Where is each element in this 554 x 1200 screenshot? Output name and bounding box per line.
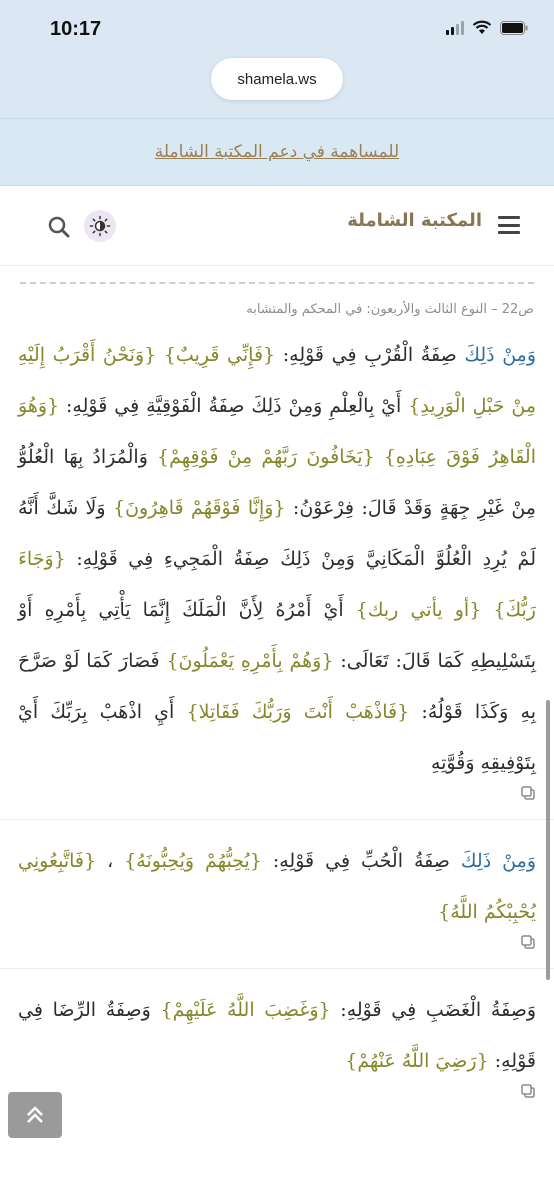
paragraph-block xyxy=(18,330,536,836)
quran-verse: {فَاتَّبِعُونِي يُحْبِبْكُمُ اللَّهُ} xyxy=(18,850,536,923)
cellular-signal-icon xyxy=(446,21,464,35)
search-icon[interactable] xyxy=(46,214,72,240)
quran-verse: {وَغَضِبَ اللَّهُ عَلَيْهِمْ} xyxy=(160,999,331,1021)
menu-icon[interactable] xyxy=(498,216,520,234)
wifi-icon xyxy=(472,20,492,35)
quran-verse: {رَضِيَ اللَّهُ عَنْهُمْ} xyxy=(345,1050,489,1072)
status-time: 10:17 xyxy=(50,18,102,40)
quran-verse: {فَإِنِّي قَرِيبٌ} xyxy=(163,344,276,366)
divider xyxy=(0,968,554,969)
quran-verse: {وَجَاءَ رَبُّكَ} xyxy=(18,548,536,621)
quran-verse: {أو يأتي ربك} xyxy=(355,599,482,621)
paragraph-block xyxy=(18,836,536,985)
body-text xyxy=(156,344,164,366)
body-text: أَيِ اذْهَبْ بِرَبِّكَ أَيْ بِتَوْفِيقِهِ وَقُوَّتِهِ xyxy=(18,701,536,774)
status-icons xyxy=(446,20,528,35)
paragraph-block xyxy=(18,985,536,1121)
breadcrumb: ص22 – النوع الثالث والأربعون: في المحكم والمتشابه xyxy=(246,302,534,317)
body-text: أَيْ أَمْرُهُ لِأَنَّ الْمَلَكَ إِنَّمَا يَأْتِي بِأَمْرِهِ أَوْ بِتَسْلِيطِهِ كَمَا قَالَ: تَعَالَى: xyxy=(18,599,536,672)
quran-verse: {وَإِنَّا فَوْقَهُمْ قَاهِرُونَ} xyxy=(113,497,286,519)
site-title[interactable]: المكتبة الشاملة xyxy=(347,210,482,231)
dashed-divider xyxy=(20,282,534,284)
divider xyxy=(0,819,554,820)
paragraph xyxy=(18,985,536,1087)
body-text: فَصَارَ كَمَا لَوْ صَرَّحَ بِهِ وَكَذَا قَوْلُهُ: xyxy=(18,650,536,723)
scrollbar[interactable] xyxy=(546,700,550,980)
paragraph xyxy=(18,836,536,938)
donation-banner xyxy=(0,118,554,186)
highlight-text: وَمِنْ ذَلِكَ xyxy=(460,850,536,872)
body-text xyxy=(375,446,384,468)
body-text: أَيْ بِالْعِلْمِ وَمِنْ ذَلِكَ صِفَةُ الْفَوْقِيَّةِ فِي قَوْلِهِ: xyxy=(59,395,409,417)
body-text xyxy=(481,599,493,621)
quran-verse: {وَنَحْنُ أَقْرَبُ إِلَيْهِ مِنْ حَبْلِ الْوَرِيدِ} xyxy=(18,344,536,417)
double-chevron-up-icon xyxy=(22,1102,48,1128)
paragraph xyxy=(18,330,536,789)
body-text: وَلَا شَكَّ أَنَّهُ لَمْ يُرِدِ الْعُلُوَّ الْمَكَانِيَّ وَمِنْ ذَلِكَ صِفَةُ الْمَجِيءِ فِي قَوْلِهِ: xyxy=(18,497,536,570)
quran-verse: {يُحِبُّهُمْ وَيُحِبُّونَهُ} xyxy=(124,850,262,872)
body-text: وَالْمُرَادُ بِهَا الْعُلُوُّ مِنْ غَيْرِ جِهَةٍ وَقَدْ قَالَ: فِرْعَوْنُ: xyxy=(18,446,536,519)
highlight-text: وَمِنْ ذَلِكَ xyxy=(464,344,537,366)
body-text: صِفَةُ الْقُرْبِ فِي قَوْلِهِ: xyxy=(275,344,465,366)
quran-verse: {وَهُمْ بِأَمْرِهِ يَعْمَلُونَ} xyxy=(166,650,334,672)
quran-verse: {فَاذْهَبْ أَنْتَ وَرَبُّكَ فَقَاتِلا} xyxy=(186,701,410,723)
quran-verse: {يَخَافُونَ رَبَّهُمْ مِنْ فَوْقِهِمْ} xyxy=(157,446,375,468)
body-text: وَصِفَةُ الرِّضَا فِي قَوْلِهِ: xyxy=(18,999,536,1072)
donation-link[interactable]: للمساهمة في دعم المكتبة الشاملة xyxy=(154,142,400,162)
book-content xyxy=(18,330,536,1121)
body-text: صِفَةُ الْحُبِّ فِي قَوْلِهِ: xyxy=(261,850,461,872)
theme-toggle-icon[interactable] xyxy=(84,210,116,242)
site-header xyxy=(0,186,554,266)
battery-icon xyxy=(500,21,528,35)
body-text: وَصِفَةُ الْغَضَبِ فِي قَوْلِهِ: xyxy=(330,999,536,1021)
body-text: ، xyxy=(96,850,125,872)
browser-chrome xyxy=(0,0,554,118)
scroll-to-top-button[interactable] xyxy=(8,1092,62,1138)
url-bar[interactable]: shamela.ws xyxy=(211,58,343,100)
quran-verse: {وَهُوَ الْقَاهِرُ فَوْقَ عِبَادِهِ} xyxy=(18,395,536,468)
